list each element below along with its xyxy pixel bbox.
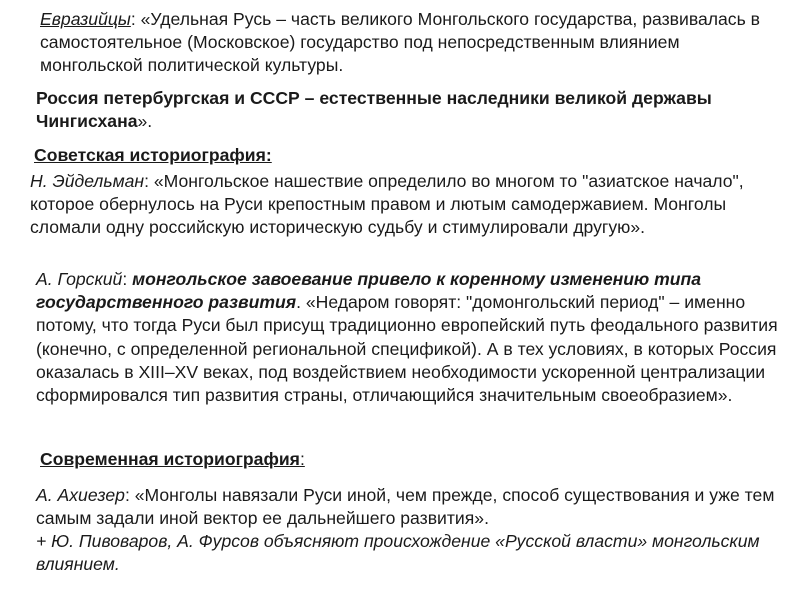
soviet-historiography-heading: Советская историография: (34, 145, 272, 165)
eurasian-text: «Удельная Русь – часть великого Монгольского государства, развивалась в самостоятельное (Московское) государство под непосредственным влиянием монгольской политической культуры. (40, 9, 761, 76)
eurasian-author: Евразийцы (40, 9, 131, 29)
gorsky-text: . «Недаром говорят: "домонгольский период" – именно потому, что тогда Руси был присущ традиционно европейский путь феодального развития (конечно, с определенной региональной спецификой). А в тех условиях, в которых Россия оказалась в XIII–XV веках, под воздействием необходимости ускоренной централизации сформировался тип развития страны, отличающийся значительным своеобразием». (36, 292, 778, 406)
gorsky-paragraph (36, 268, 786, 407)
akhiezer-paragraph (36, 484, 786, 530)
gorsky-author: А. Горский (36, 269, 123, 289)
modern-heading-text: Современная историография (40, 449, 300, 469)
akhiezer-text: : «Монголы навязали Руси иной, чем прежде, способ существования и уже тем самым задали иной вектор ее дальнейшего развития». (36, 485, 775, 529)
eidelman-paragraph (30, 170, 785, 240)
eurasian-sep: : (130, 9, 141, 29)
modern-historiography-heading (40, 448, 305, 471)
pivovarov-paragraph: + Ю. Пивоваров, А. Фурсов объясняют происхождение «Русской власти» монгольским влиянием. (36, 531, 760, 575)
eidelman-author: Н. Эйдельман (30, 171, 145, 191)
russia-successor-bold: Россия петербургская и СССР – естественные наследники великой державы Чингисхана (36, 88, 712, 132)
akhiezer-author: А. Ахиезер (36, 485, 125, 505)
gorsky-emphasis: монгольское завоевание привело к коренному изменению типа государственного развития (36, 269, 702, 313)
russia-successor-paragraph (36, 87, 756, 133)
russia-successor-tail: ». (137, 111, 153, 132)
modern-heading-colon: : (299, 449, 305, 469)
gorsky-sep: : (122, 269, 133, 289)
eidelman-text: : «Монгольское нашествие определило во многом то "азиатское начало", которое обернулось на Руси крепостным правом и лютым самодержавием. Монголы сломали одну российскую историческую судьбу и стимулировали другую». (30, 171, 744, 238)
eurasian-paragraph (40, 8, 775, 78)
